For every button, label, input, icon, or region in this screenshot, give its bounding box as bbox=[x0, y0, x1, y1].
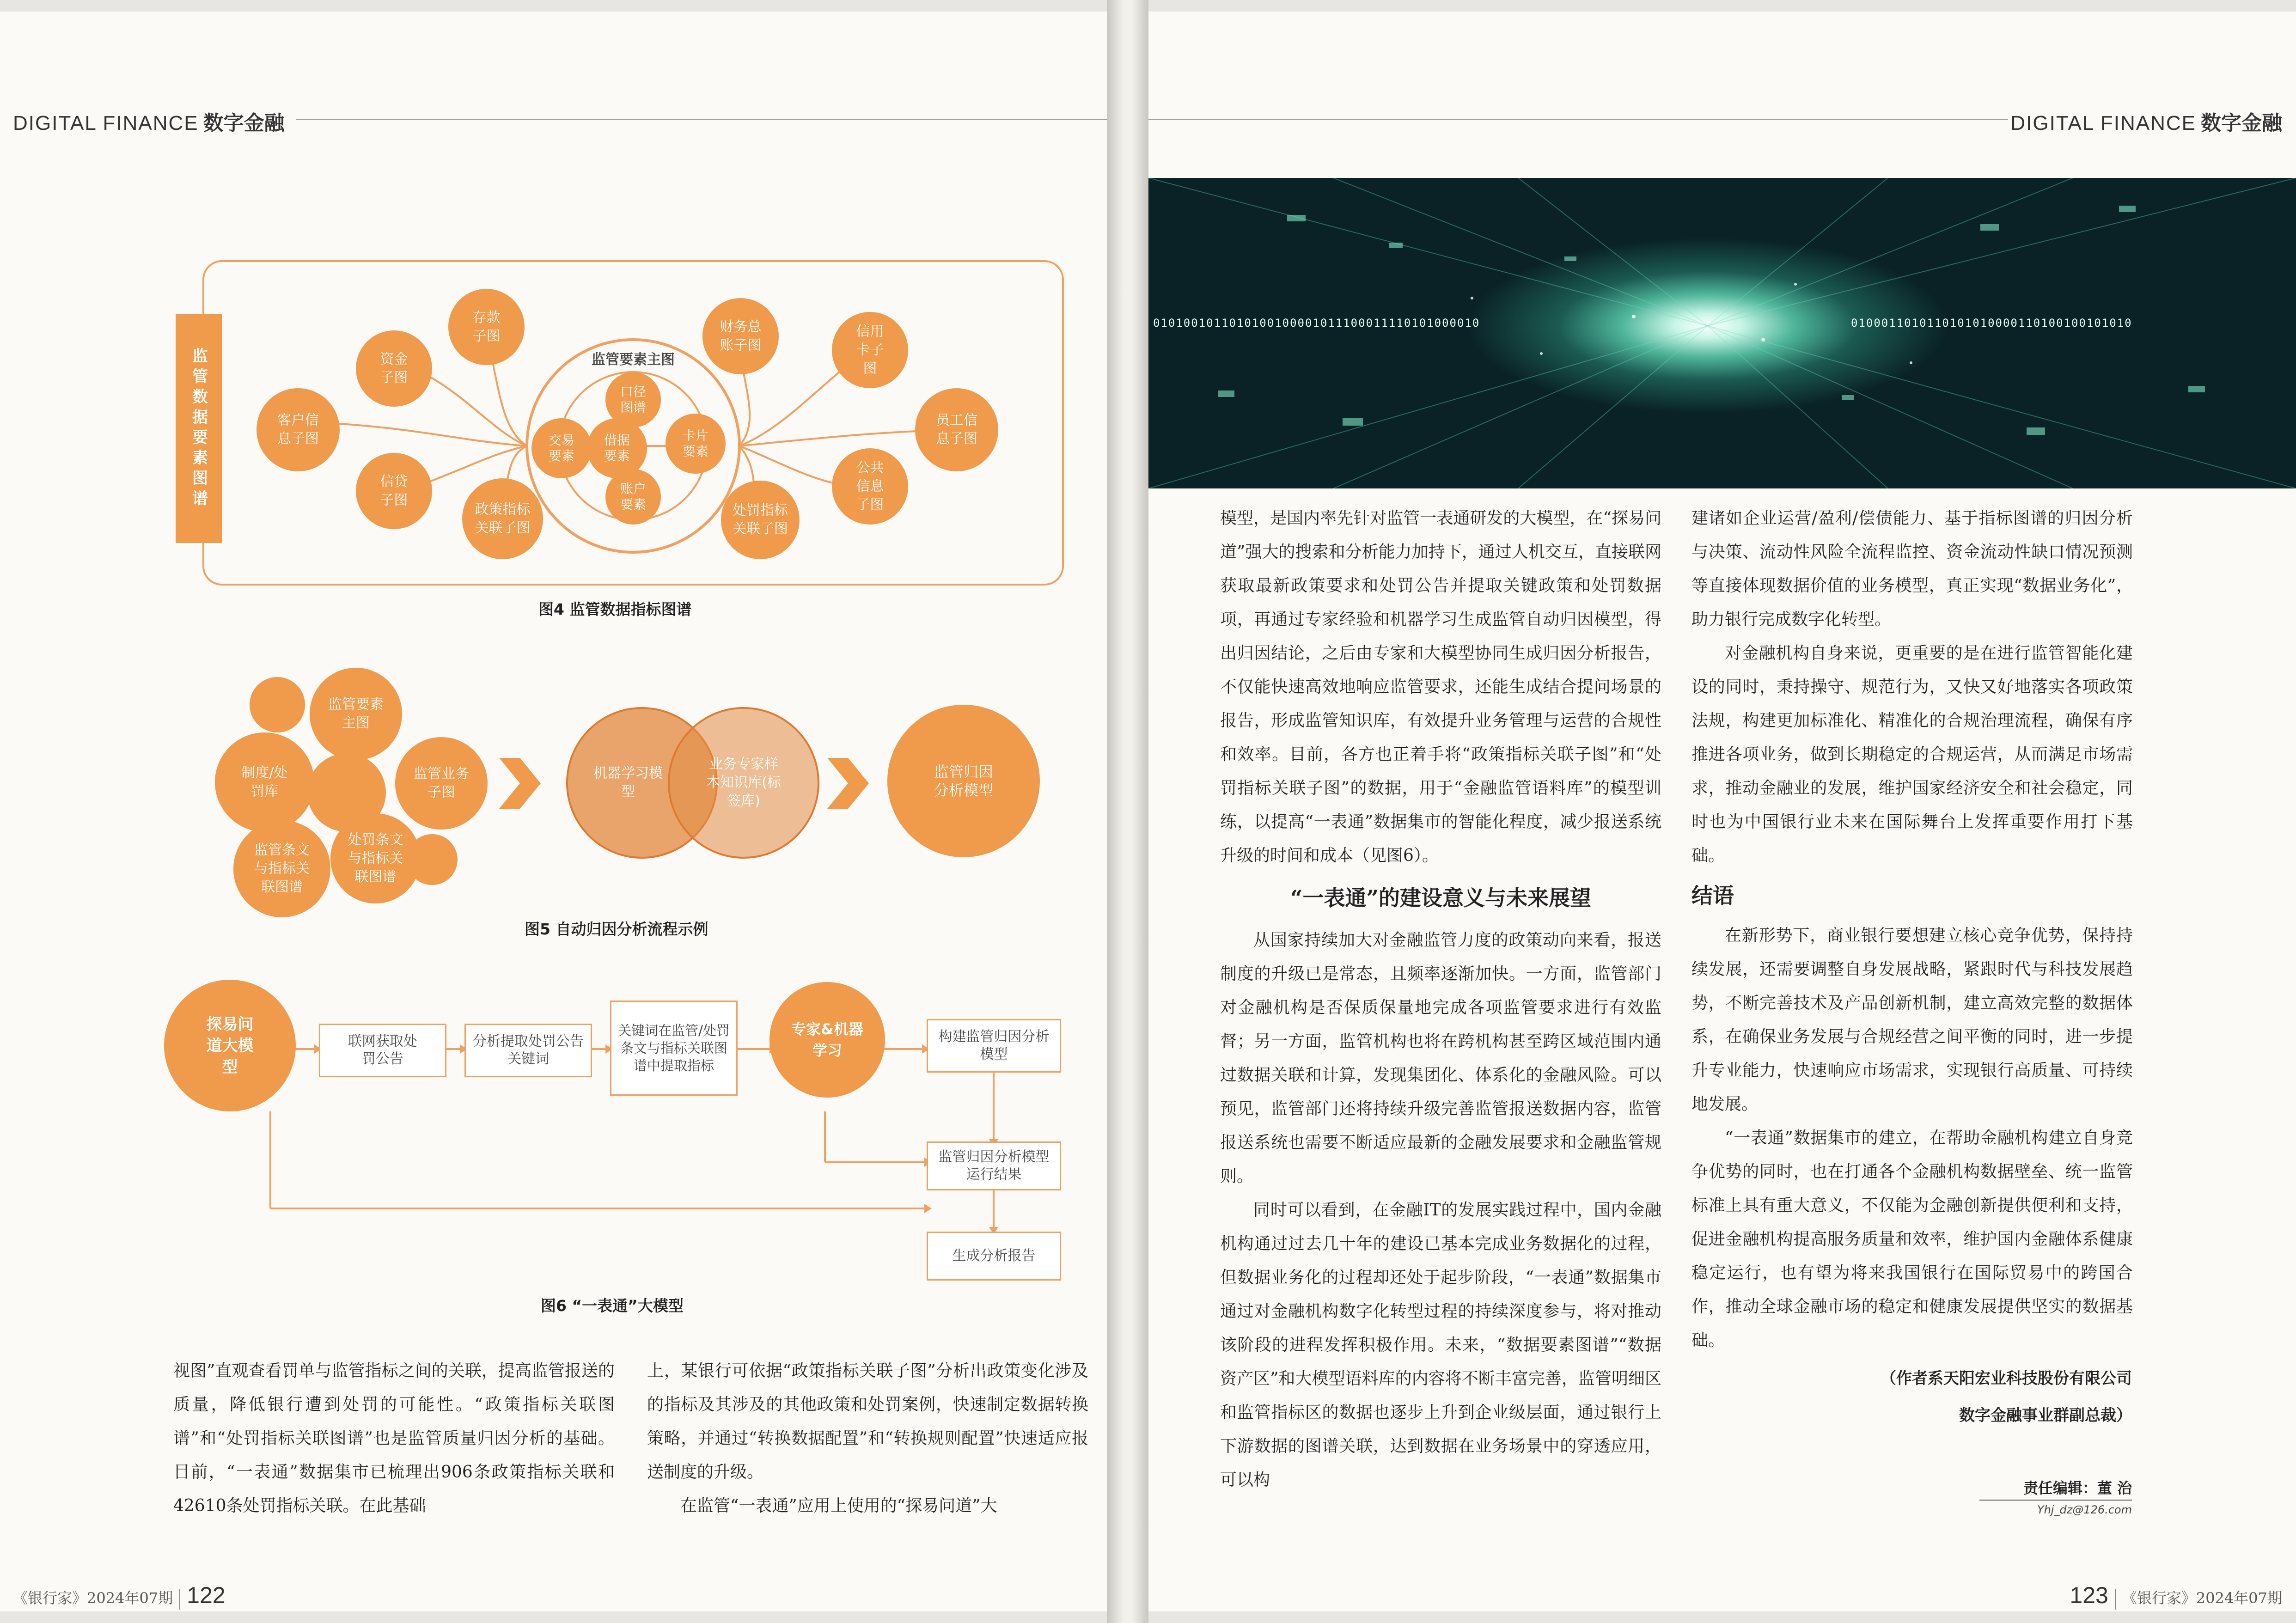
page-spine bbox=[1107, 0, 1148, 1623]
left-page bbox=[0, 12, 1107, 1611]
fig5-caption: 图5 自动归因分析流程示例 bbox=[525, 920, 708, 938]
fig4-hub-node-label: 口径图谱 bbox=[620, 384, 646, 415]
fig6-start-label: 探易问道大模型 bbox=[206, 1015, 254, 1076]
section-title-conclusion: 结语 bbox=[1691, 883, 1734, 908]
fig4-hub-node-label: 卡片要素 bbox=[682, 428, 708, 459]
fig5-arrow-2 bbox=[827, 758, 869, 809]
fig6-step-label: 分析提取处罚公告关键词 bbox=[473, 1033, 584, 1067]
footer-right-magazine: 《银行家》2024年07期 bbox=[2122, 1589, 2282, 1607]
fig6-step-box bbox=[319, 1024, 446, 1077]
fig5-input-node bbox=[310, 668, 402, 760]
fig6-start-node bbox=[164, 980, 296, 1111]
fig6-model-box bbox=[927, 1019, 1061, 1073]
fig4-subgraph-label: 财务总账子图 bbox=[720, 318, 762, 354]
right-body-col2 bbox=[1691, 501, 2133, 1357]
fig4-hub-node bbox=[531, 418, 592, 478]
fig5-bubble-small bbox=[407, 834, 458, 885]
header-right-cn: 数字金融 bbox=[2201, 112, 2282, 134]
fig4-subgraph-node bbox=[356, 330, 432, 407]
fig5-input-node bbox=[215, 732, 314, 832]
fig4-caption: 图4 监管数据指标图谱 bbox=[538, 600, 692, 618]
fig6-step-box bbox=[464, 1024, 592, 1077]
left-body-col1 bbox=[173, 1354, 615, 1523]
fig4-subgraph-node bbox=[721, 481, 800, 559]
editor-underline bbox=[1979, 1500, 2132, 1501]
fig4-hub-title: 监管要素主图 bbox=[592, 352, 675, 368]
fig4-hub-node-label: 账户要素 bbox=[620, 481, 646, 512]
left-col2-paragraph: 上，某银行可依据“政策指标关联子图”分析出政策变化涉及的指标及其涉及的其他政策和处罚案例，快速制定数据转换策略，并通过“转换数据配置”和“转换规则配置”快速适应报送制度的升级。 bbox=[647, 1361, 1088, 1482]
left-col2-paragraph: 在监管“一表通”应用上使用的“探易问道”大 bbox=[680, 1496, 997, 1515]
author-affiliation-line2: 数字金融事业群副总裁） bbox=[1959, 1406, 2132, 1425]
left-col1-paragraph: 视图”直观查看罚单与监管指标之间的关联，提高监管报送的质量，降低银行遭到处罚的可能性。“政策指标关联图谱”和“处罚指标关联图谱”也是监管质量归因分析的基础。目前，“一表通”数据集市已梳理出906条政策指标关联和42610条处罚指标关联。在此基础 bbox=[173, 1361, 615, 1515]
fig5-mid-node bbox=[668, 707, 819, 859]
fig4-subgraph-label: 政策指标关联子图 bbox=[475, 501, 531, 536]
banner-binary-right: 0100011010110101010000110100100101010 bbox=[1851, 317, 2132, 329]
fig5-input-node bbox=[233, 820, 330, 917]
fig4-side-label-box bbox=[176, 314, 222, 543]
fig4-subgraph-node bbox=[356, 453, 432, 529]
fig4-subgraph-label: 资金子图 bbox=[380, 351, 408, 386]
header-left-cn: 数字金融 bbox=[203, 112, 285, 134]
fig6-model-label: 构建监管归因分析模型 bbox=[938, 1029, 1050, 1062]
fig6-report-label: 生成分析报告 bbox=[952, 1248, 1036, 1264]
footer-right-page-number: 123 bbox=[2070, 1582, 2108, 1608]
fig4-connectors bbox=[0, 12, 1107, 612]
fig4-subgraph-label: 信用卡子图 bbox=[856, 323, 884, 377]
fig6-step-label: 联网获取处罚公告 bbox=[348, 1033, 417, 1067]
fig4-subgraph-label: 客户信息子图 bbox=[277, 412, 319, 447]
fig4-subgraph-node bbox=[702, 298, 779, 374]
fig5-mid-label: 业务专家样本知识库(标签库) bbox=[706, 756, 781, 809]
right-col1-paragraph: 模型，是国内率先针对监管一表通研发的大模型，在“探易问道”强大的搜索和分析能力加持下，通过人机交互，直接联网获取最新政策要求和处罚公告并提取关键政策和处罚数据项，再通过专家经验和机器学习生成监管自动归因模型，得出归因结论，之后由专家和大模型协同生成归因分析报告，不仅能快速高效地响应监管要求，还能生成结合提问场景的报告，形成监管知识库，有效提升业务管理与运营的合规性和效率。目前，各方也正着手将“政策指标关联子图”和“处罚指标关联子图”的数据，用于“金融监管语料库”的模型训练，以提高“一表通”数据集市的智能化程度，减少报送系统升级的时间和成本（见图6）。 bbox=[1220, 509, 1661, 865]
fig5-input-label: 监管要素主图 bbox=[328, 696, 384, 731]
fig5-input-label: 处罚条文与指标关联图谱 bbox=[348, 831, 403, 885]
fig5-input-node bbox=[395, 737, 488, 830]
fig5-output-label: 监管归因分析模型 bbox=[934, 763, 993, 799]
fig6-report-box bbox=[927, 1232, 1061, 1281]
footer-right bbox=[2070, 1582, 2282, 1610]
fig4-subgraph-node bbox=[448, 289, 525, 365]
fig4-subgraph-label: 信贷子图 bbox=[380, 473, 408, 508]
fig4-subgraph-label: 员工信息子图 bbox=[936, 412, 977, 447]
fig5-input-label: 监管条文与指标关联图谱 bbox=[254, 842, 310, 895]
fig5-arrow-1 bbox=[499, 758, 541, 809]
fig4-subgraph-node bbox=[462, 478, 543, 559]
fig4-side-label: 监管数据要素图谱 bbox=[189, 347, 208, 510]
footer-left bbox=[13, 1582, 226, 1610]
fig6-result-box bbox=[927, 1141, 1061, 1190]
right-col1-paragraph: 同时可以看到，在金融IT的发展实践过程中，国内金融机构通过过去几十年的建设已基本完成业务数据化的过程，但数据业务化的过程却还处于起步阶段，“一表通”数据集市通过对金融机构数字化转型过程的持续深度参与，将对推动该阶段的进程发挥积极作用。未来，“数据要素图谱”“数据资产区”和大模型语料库的内容将不断丰富完善，监管明细区和监管指标区的数据也逐步上升到企业级层面，通过银行上下游数据的图谱关联，达到数据在业务场景中的穿透应用，可以构 bbox=[1220, 1201, 1661, 1489]
fig5-bubble-small bbox=[250, 677, 305, 732]
right-body-col1 bbox=[1220, 501, 1661, 1497]
header-left-en: DIGITAL FINANCE bbox=[13, 112, 199, 134]
fig5-input-label: 制度/处罚库 bbox=[241, 764, 288, 799]
fig6-expert-node bbox=[769, 982, 885, 1098]
fig4-subgraph-node bbox=[256, 388, 340, 471]
section-title-significance: “一表通”的建设意义与未来展望 bbox=[1290, 885, 1591, 910]
footer-left-page-number: 122 bbox=[187, 1582, 226, 1608]
fig5-output-node bbox=[887, 705, 1040, 857]
fig4-subgraph-label: 公共信息子图 bbox=[856, 459, 884, 513]
right-col2-paragraph: “一表通”数据集市的建立，在帮助金融机构建立自身竞争优势的同时，也在打通各个金融机构数据壁垒、统一监管标准上具有重大意义，不仅能为金融创新提供便利和支持，促进金融机构提高服务质量和效率，维护国内金融体系健康稳定运行，也有望为将来我国银行在国际贸易中的跨国合作，推动全球金融市场的稳定和健康发展提供坚实的数据基础。 bbox=[1691, 1129, 2133, 1350]
left-body-col2 bbox=[647, 1354, 1088, 1523]
fig6-step-box bbox=[610, 1001, 738, 1096]
editor-credit: 责任编辑：董 治 bbox=[2023, 1479, 2132, 1497]
right-page bbox=[1148, 12, 2296, 1611]
fig4-subgraph-node bbox=[915, 388, 998, 471]
banner-binary-left: 0101001011010100100001011100011110101000010 bbox=[1153, 317, 1480, 329]
fig4-hub-node-label: 借据要素 bbox=[604, 433, 630, 464]
tech-banner-image bbox=[1148, 178, 2296, 488]
fig4-subgraph-node bbox=[832, 312, 908, 388]
header-rule-right bbox=[1148, 119, 2008, 120]
fig5-mid-label: 机器学习模型 bbox=[593, 765, 663, 800]
fig4-hub-node bbox=[605, 469, 661, 525]
editor-email: Yhj_dz@126.com bbox=[2037, 1503, 2132, 1516]
banner-grid bbox=[1148, 178, 2296, 488]
fig4-subgraph-label: 处罚指标关联子图 bbox=[733, 502, 788, 537]
header-right bbox=[2010, 106, 2282, 136]
right-col1-paragraph: 从国家持续加大对金融监管力度的政策动向来看，报送制度的升级已是常态，且频率逐渐加快。一方面，监管部门对金融机构是否保质保量地完成各项监管要求进行有效监督；另一方面，监管机构也将在跨机构甚至跨区域范围内通过数据关联和计算，发现集团化、体系化的金融风险。可以预见，监管部门还将持续升级完善监管报送数据内容，监管报送系统也需要不断适应最新的金融发展要求和金融监管规则。 bbox=[1220, 931, 1661, 1186]
fig6-caption: 图6 “一表通”大模型 bbox=[541, 1297, 684, 1315]
fig6-result-label: 监管归因分析模型运行结果 bbox=[938, 1149, 1050, 1183]
header-right-en: DIGITAL FINANCE bbox=[2010, 112, 2196, 134]
footer-left-magazine: 《银行家》2024年07期 bbox=[13, 1589, 173, 1607]
fig5-input-label: 监管业务子图 bbox=[414, 766, 469, 800]
fig4-hub-node bbox=[666, 414, 726, 474]
fig4-subgraph-node bbox=[832, 448, 908, 525]
fig6-step-label: 关键词在监管/处罚条文与指标关联图谱中提取指标 bbox=[618, 1023, 730, 1074]
right-col2-paragraph: 在新形势下，商业银行要想建立核心竞争优势，保持持续发展，还需要调整自身发展战略，紧跟时代与科技发展趋势，不断完善技术及产品创新机制，建立高效完整的数据体系，在确保业务发展与合规经营之间平衡的同时，进一步提升专业能力，快速响应市场需求，实现银行高质量、可持续地发展。 bbox=[1691, 926, 2133, 1114]
fig4-subgraph-label: 存款子图 bbox=[472, 309, 501, 344]
fig4-hub-node-label: 交易要素 bbox=[548, 433, 574, 464]
right-col2-paragraph: 建诸如企业运营/盈利/偿债能力、基于指标图谱的归因分析与决策、流动性风险全流程监控、资金流动性缺口情况预测等直接体现数据价值的业务模型，真正实现“数据业务化”，助力银行完成数字化转型。 bbox=[1691, 509, 2133, 629]
author-affiliation-line1: （作者系天阳宏业科技股份有限公司 bbox=[1881, 1369, 2132, 1388]
right-col2-paragraph: 对金融机构自身来说，更重要的是在进行监管智能化建设的同时，秉持操守、规范行为，又快又好地落实各项政策法规，构建更加标准化、精准化的合规治理流程，确保有序推进各项业务，做到长期稳定的合规运营，从而满足市场需求，推动金融业的发展，维护国家经济安全和社会稳定，同时也为中国银行业未来在国际舞台上发挥重要作用打下基础。 bbox=[1691, 644, 2133, 865]
fig6-expert-label: 专家&机器学习 bbox=[791, 1020, 863, 1059]
